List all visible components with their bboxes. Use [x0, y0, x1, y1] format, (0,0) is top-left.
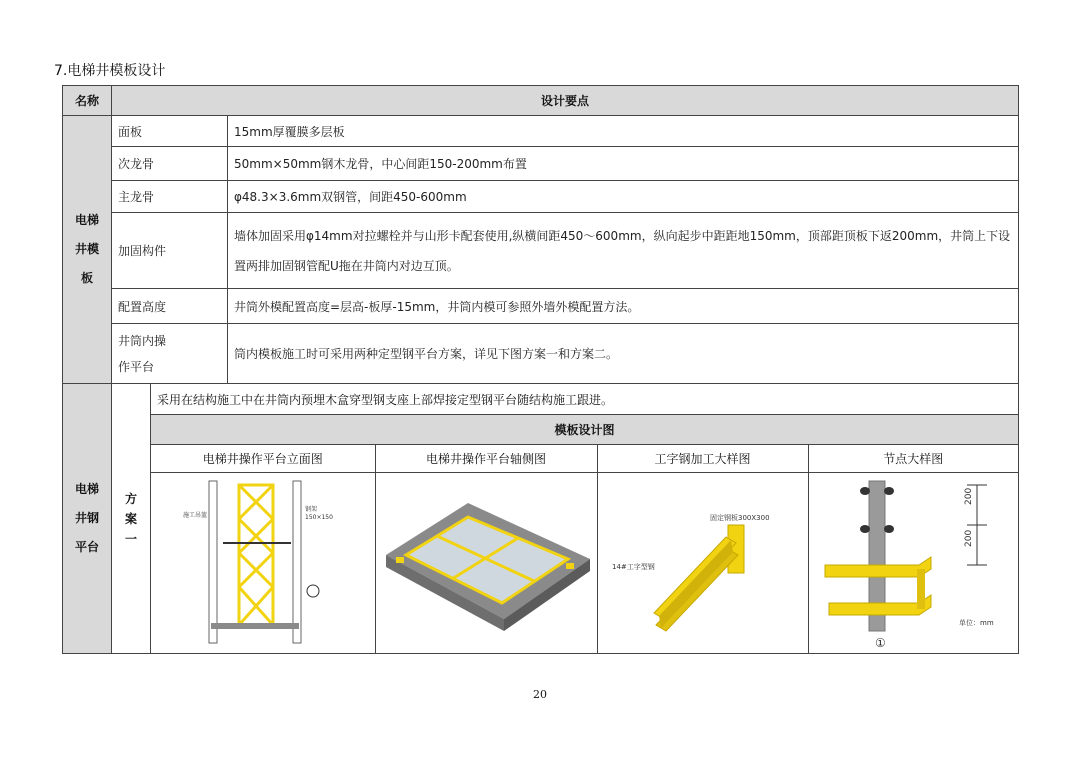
plan-description: 采用在结构施工中在井筒内预埋木盒穿型钢支座上部焊接定型钢平台随结构施工跟进。	[151, 384, 1018, 415]
row-value: 井筒外模配置高度=层高-板厚-15mm，井筒内模可参照外墙外模配置方法。	[228, 289, 1019, 324]
row-label: 面板	[112, 116, 228, 147]
detail-number: ①	[874, 636, 886, 650]
group-label-line: 板	[80, 271, 93, 285]
figure-ibeam	[597, 473, 808, 654]
bolt	[860, 525, 870, 533]
unit-label: 单位：mm	[958, 619, 994, 627]
figures-header: 模板设计图	[151, 415, 1018, 445]
row-value: 50mm×50mm钢木龙骨，中心间距150-200mm布置	[228, 147, 1019, 181]
plan-label-line: 一	[124, 531, 137, 546]
row-label: 主龙骨	[112, 181, 228, 213]
figure-caption: 电梯井操作平台立面图	[151, 445, 375, 473]
page-number: 20	[533, 688, 547, 701]
wall-right	[293, 481, 301, 643]
bolt	[860, 487, 870, 495]
bolt	[884, 525, 894, 533]
ibeam-drawing	[598, 473, 809, 653]
figure-axonometric	[375, 473, 597, 654]
group-label-elevator-formwork	[63, 116, 112, 384]
figure-node-detail	[808, 473, 1018, 654]
figure-caption: 电梯井操作平台轴侧图	[375, 445, 597, 473]
support-block	[566, 563, 574, 569]
plan-content	[151, 384, 1019, 654]
row-value: φ48.3×3.6mm双钢管，间距450-600mm	[228, 181, 1019, 213]
elevation-drawing	[151, 473, 375, 653]
yellow-frame	[223, 485, 291, 625]
figure-elevation	[151, 473, 375, 654]
group-label-steel-platform	[63, 384, 112, 654]
row-label: 配置高度	[112, 289, 228, 324]
section-title: 7.电梯井模板设计	[54, 63, 166, 79]
label-text: 施工吊篮	[183, 512, 208, 519]
label-text: 固定钢板300X300	[709, 514, 770, 522]
header-design-points: 设计要点	[112, 86, 1019, 116]
bracket-web	[917, 569, 925, 609]
row-value: 筒内模板施工时可采用两种定型钢平台方案，详见下图方案一和方案二。	[228, 324, 1019, 384]
row-label: 次龙骨	[112, 147, 228, 181]
label-text: 14#工字型钢	[611, 563, 655, 571]
plan-label-line: 案	[124, 511, 137, 526]
row-value: 15mm厚覆膜多层板	[228, 116, 1019, 147]
group-label-line: 电梯	[74, 213, 99, 227]
row-value: 墙体加固采用φ14mm对拉螺栓并与山形卡配套使用,纵横间距450～600mm，纵向起步中距距地150mm，顶部距顶板下返200mm，井筒上下设置两排加固钢管配U拖在井筒内对边互顶。	[228, 213, 1019, 289]
row-label-line: 井筒内操	[118, 333, 167, 348]
group-label-line: 井模	[74, 242, 99, 256]
dim-label: 200	[963, 487, 974, 505]
group-label-line: 电梯	[74, 482, 99, 496]
figure-caption: 节点大样图	[808, 445, 1018, 473]
design-table	[62, 85, 1019, 654]
axonometric-drawing	[376, 473, 598, 653]
bolt	[884, 487, 894, 495]
label-text: 150×150	[305, 514, 333, 521]
row-label	[112, 324, 228, 384]
row-label: 加固构件	[112, 213, 228, 289]
detail-marker	[307, 585, 319, 597]
dim-label: 200	[963, 529, 974, 547]
plan-label-line: 方	[124, 491, 137, 506]
group-label-line: 井钢	[74, 511, 99, 525]
figure-caption: 工字钢加工大样图	[597, 445, 808, 473]
ibeam-web	[659, 540, 733, 628]
row-label-line: 作平台	[118, 359, 155, 374]
header-name: 名称	[63, 86, 112, 116]
figures-table	[151, 384, 1018, 653]
wall-left	[209, 481, 217, 643]
plan-label	[112, 384, 151, 654]
label-text: 钢架	[305, 506, 318, 513]
group-label-line: 平台	[74, 540, 99, 554]
base-slab	[211, 623, 299, 629]
node-drawing	[809, 473, 1020, 653]
support-block	[396, 557, 404, 563]
